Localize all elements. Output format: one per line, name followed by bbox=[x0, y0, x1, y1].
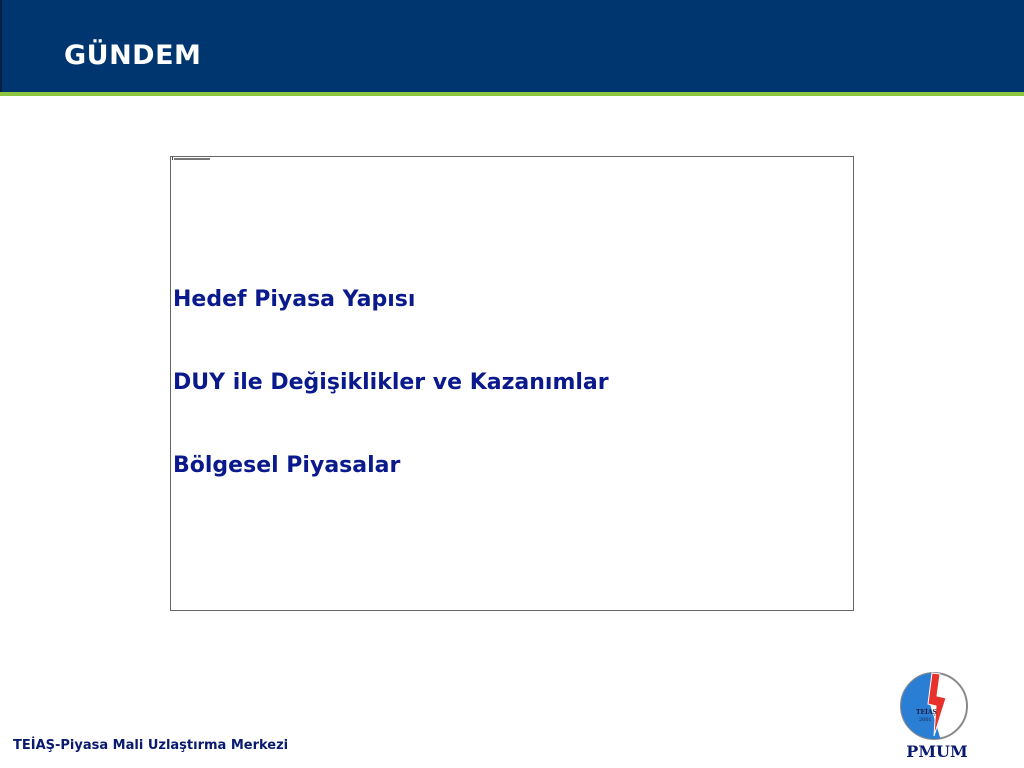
agenda-item-text: DUY ile Değişiklikler ve Kazanımlar bbox=[173, 370, 609, 395]
logo-emblem-year: 2001 bbox=[919, 717, 932, 723]
footer-organization: TEİAŞ-Piyasa Mali Uzlaştırma Merkezi bbox=[13, 738, 289, 753]
slide-header bbox=[0, 0, 1024, 92]
agenda-item-text: Bölgesel Piyasalar bbox=[173, 453, 401, 478]
logo-emblem-text: TEİAŞ bbox=[916, 709, 937, 716]
header-accent-stripe bbox=[0, 92, 1024, 96]
slide-title: GÜNDEM bbox=[64, 40, 202, 71]
frame-caption-mark bbox=[174, 158, 210, 160]
teias-pmum-logo bbox=[896, 668, 978, 762]
logo-wordmark: PMUM bbox=[906, 742, 968, 761]
agenda-item-text: Hedef Piyasa Yapısı bbox=[173, 287, 416, 312]
